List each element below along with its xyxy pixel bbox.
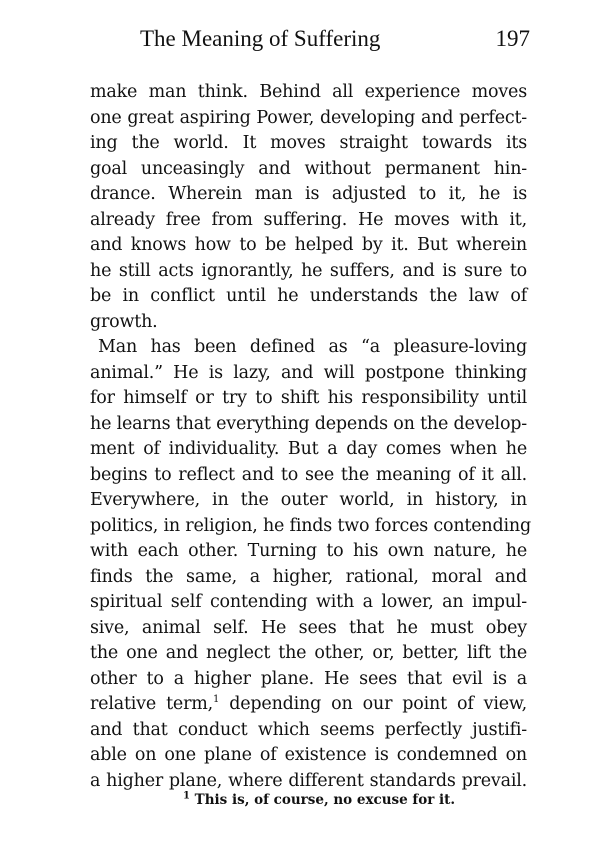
text-fragment: depending on our point of view, (219, 694, 527, 714)
footnote (183, 792, 455, 808)
body-text (90, 80, 531, 794)
text-line: he still acts ignorantly, he suffers, and is sure to (90, 260, 527, 281)
running-header (140, 26, 530, 58)
text-line: a higher plane, where different standards prevail. (90, 770, 527, 791)
text-line: spiritual self contending with a lower, an impul- (90, 592, 527, 612)
text-line: he learns that everything depends on the develop- (90, 413, 527, 434)
text-line: growth. (90, 311, 158, 332)
running-title: The Meaning of Suffering (140, 26, 381, 51)
page-number: 197 (495, 26, 530, 51)
text-line: drance. Wherein man is adjusted to it, he is (90, 184, 527, 204)
text-line: the one and neglect the other, or, better, lift the (90, 643, 527, 663)
text-line: make man think. Behind all experience moves (90, 82, 527, 102)
text-line: begins to reflect and to see the meaning of it all. (90, 464, 527, 485)
text-fragment: relative term, (90, 694, 214, 714)
footnote-text: This is, of course, no excuse for it. (194, 792, 456, 808)
text-line: goal unceasingly and without permanent hin- (90, 158, 527, 179)
text-line: other to a higher plane. He sees that evil is a (90, 668, 527, 689)
text-line: finds the same, a higher, rational, moral and (90, 566, 527, 587)
text-line: with each other. Turning to his own nature, he (90, 541, 527, 561)
text-line: already free from suffering. He moves with it, (90, 209, 527, 230)
text-line: politics, in religion, he finds two forces contending (90, 515, 531, 536)
text-line: Man has been defined as “a pleasure-loving (98, 337, 527, 357)
text-line: be in conflict until he understands the law of (90, 286, 527, 306)
footnote-reference: 1 (213, 694, 220, 706)
text-line: for himself or try to shift his responsibility until (90, 388, 527, 408)
text-line: ment of individuality. But a day comes when he (90, 439, 527, 459)
text-line: able on one plane of existence is condemned on (90, 745, 527, 765)
text-line: animal.” He is lazy, and will postpone thinking (90, 362, 527, 383)
text-line: ing the world. It moves straight towards its (90, 133, 527, 153)
text-line: and that conduct which seems perfectly justifi- (90, 719, 527, 740)
text-line: Everywhere, in the outer world, in history, in (90, 490, 527, 510)
text-line: and knows how to be helped by it. But wherein (90, 235, 527, 255)
footnote-marker: 1 (183, 790, 190, 802)
text-line (90, 692, 527, 718)
text-line: sive, animal self. He sees that he must obey (90, 617, 527, 638)
text-line: one great aspiring Power, developing and perfect- (90, 107, 527, 128)
